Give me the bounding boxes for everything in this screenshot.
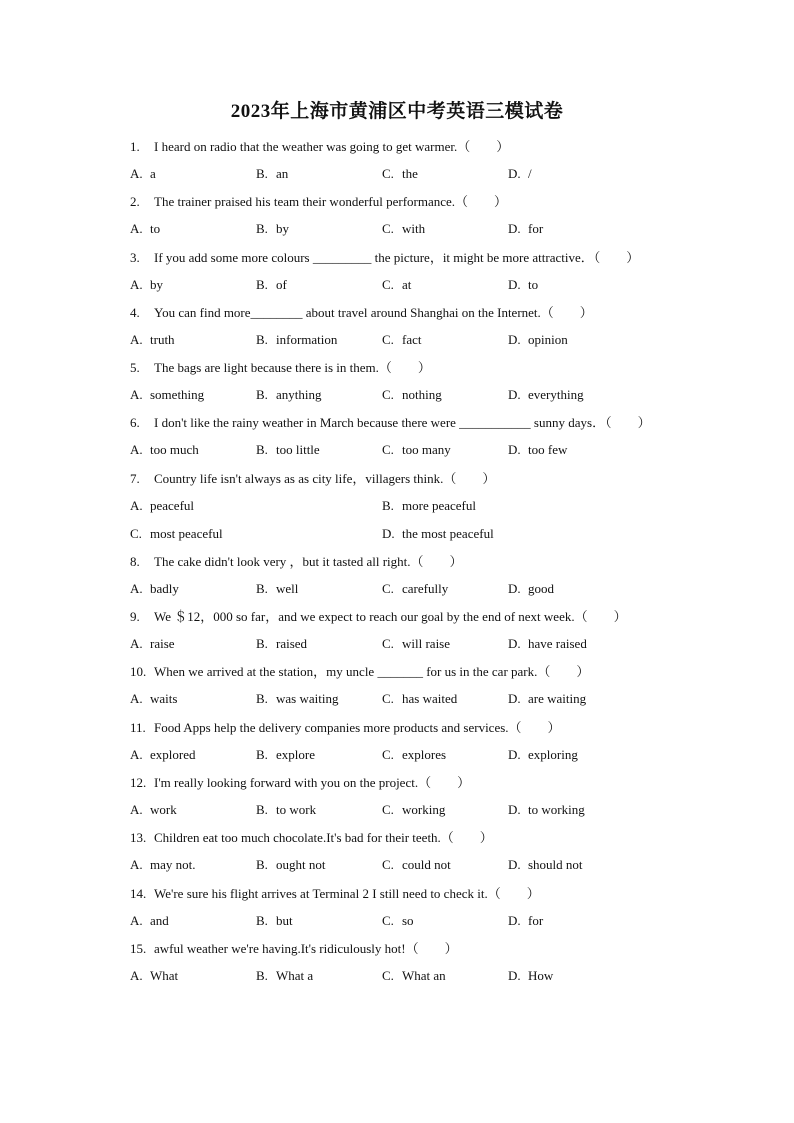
- question-text: If you add some more colours _________ the picture，it might be more attractive．（ ）: [154, 249, 640, 265]
- option-d: D. should not: [508, 857, 583, 873]
- option-b: B. anything: [256, 387, 322, 403]
- option-d: D. /: [508, 166, 532, 181]
- question-stem: [130, 661, 589, 683]
- question-text: I'm really looking forward with you on the project.（ ）: [154, 774, 471, 790]
- options-row: [130, 329, 730, 351]
- option-c: C. with: [382, 221, 426, 237]
- option-a: A. too much: [130, 442, 199, 458]
- question-text: Children eat too much chocolate.It's bad for their teeth.（ ）: [154, 830, 493, 846]
- question-number: 1.: [130, 139, 140, 154]
- options-row: [130, 523, 730, 545]
- option-a: A. raise: [130, 636, 175, 652]
- option-a: A. something: [130, 387, 205, 403]
- question-9: [130, 606, 730, 661]
- option-c: C. could not: [382, 857, 451, 873]
- option-a: A. badly: [130, 580, 179, 596]
- options-row: [130, 799, 730, 821]
- question-text: Food Apps help the delivery companies more products and services.（ ）: [154, 719, 561, 735]
- option-d: D. are waiting: [508, 691, 587, 707]
- question-stem: [130, 302, 593, 324]
- option-b: B. to work: [256, 801, 317, 817]
- option-c: C. most peaceful: [130, 525, 223, 541]
- option-c: C. so: [382, 912, 414, 928]
- question-stem: [130, 412, 651, 434]
- question-text: The bags are light because there is in them.（ ）: [154, 360, 431, 376]
- question-11: [130, 717, 730, 772]
- question-text: Country life isn't always as as city life，villagers think.（ ）: [154, 470, 496, 486]
- question-2: [130, 191, 730, 246]
- option-b: B. What a: [256, 967, 314, 983]
- question-number: 15.: [130, 940, 147, 956]
- option-a: A. explored: [130, 746, 196, 762]
- question-text: The trainer praised his team their wonderful performance.（ ）: [154, 194, 508, 210]
- question-14: [130, 883, 730, 938]
- question-text: I heard on radio that the weather was going to get warmer.（ ）: [154, 139, 510, 154]
- options-row: [130, 965, 730, 987]
- options-row: [130, 744, 730, 766]
- question-text: When we arrived at the station，my uncle _______ for us in the car park.（ ）: [154, 664, 590, 680]
- option-a: A. and: [130, 912, 169, 928]
- question-text: You can find more________ about travel around Shanghai on the Internet.（ ）: [154, 304, 593, 320]
- option-c: C. working: [382, 801, 446, 817]
- question-stem: [130, 938, 458, 960]
- option-a: A. peaceful: [130, 497, 195, 513]
- question-7: [130, 468, 730, 551]
- question-5: [130, 357, 730, 412]
- question-15: [130, 938, 730, 993]
- question-number: 3.: [130, 249, 140, 265]
- option-a: A. to: [130, 221, 161, 237]
- question-stem: [130, 551, 463, 573]
- options-row: [130, 439, 730, 461]
- question-number: 7.: [130, 470, 140, 486]
- option-a: A. may not.: [130, 857, 196, 873]
- question-text: The cake didn't look very ，but it tasted all right.（ ）: [154, 553, 463, 569]
- option-b: B. too little: [256, 442, 320, 458]
- option-b: B. explore: [256, 746, 315, 762]
- option-c: C. at: [382, 276, 412, 292]
- option-b: B. raised: [256, 636, 308, 652]
- options-row: [130, 688, 730, 710]
- options-row: [130, 163, 730, 185]
- question-number: 5.: [130, 360, 140, 376]
- question-stem: [130, 883, 540, 905]
- option-a: A. by: [130, 276, 163, 292]
- option-d: D. for: [508, 221, 544, 237]
- option-b: B. well: [256, 580, 299, 596]
- question-stem: [130, 717, 561, 739]
- option-b: B. an: [256, 166, 289, 181]
- option-d: D. too few: [508, 442, 568, 458]
- option-d: D. opinion: [508, 331, 568, 347]
- question-text: We're sure his flight arrives at Terminal 2 I still need to check it.（ ）: [154, 885, 540, 901]
- option-c: C. explores: [382, 746, 447, 762]
- option-c: C. carefully: [382, 580, 449, 596]
- option-d: D. exploring: [508, 746, 578, 762]
- option-d: D. to working: [508, 801, 585, 817]
- option-d: D. to: [508, 276, 539, 292]
- question-number: 6.: [130, 415, 140, 431]
- options-row: [130, 578, 730, 600]
- option-c: C. the: [382, 166, 418, 181]
- question-stem: [130, 357, 431, 379]
- option-b: B. but: [256, 912, 293, 928]
- page-title: 2023年上海市黄浦区中考英语三模试卷: [230, 101, 564, 122]
- question-1: [130, 136, 730, 191]
- question-number: 13.: [130, 830, 147, 846]
- option-b: B. was waiting: [256, 691, 339, 707]
- question-number: 9.: [130, 609, 140, 625]
- option-a: A. truth: [130, 331, 175, 347]
- option-b: B. information: [256, 331, 338, 347]
- question-text: I don't like the rainy weather in March because there were ___________ sunny days．（ ）: [154, 415, 651, 431]
- option-c: C. nothing: [382, 387, 442, 403]
- option-d: D. good: [508, 580, 554, 596]
- question-stem: [130, 772, 470, 794]
- question-text: awful weather we're having.It's ridiculously hot!（ ）: [154, 940, 458, 956]
- option-d: D. How: [508, 967, 554, 983]
- question-list: [130, 136, 730, 993]
- question-8: [130, 551, 730, 606]
- option-b: B. more peaceful: [382, 497, 476, 513]
- options-row: [130, 910, 730, 932]
- question-number: 11.: [130, 719, 146, 735]
- option-d: D. everything: [508, 387, 584, 403]
- options-row: [130, 274, 730, 296]
- option-b: B. of: [256, 276, 287, 292]
- question-text: We ＄12，000 so far，and we expect to reach our goal by the end of next week.（ ）: [154, 609, 627, 625]
- option-c: C. will raise: [382, 636, 451, 652]
- question-number: 8.: [130, 553, 140, 569]
- options-row: [130, 384, 730, 406]
- question-3: [130, 247, 730, 302]
- question-4: [130, 302, 730, 357]
- option-c: C. fact: [382, 331, 422, 347]
- question-number: 4.: [130, 304, 140, 320]
- options-row: [130, 495, 730, 517]
- option-c: C. too many: [382, 442, 451, 458]
- option-c: C. has waited: [382, 691, 458, 707]
- question-number: 14.: [130, 885, 147, 901]
- option-a: A. a: [130, 166, 156, 181]
- question-13: [130, 827, 730, 882]
- option-d: D. have raised: [508, 636, 587, 652]
- option-c: C. What an: [382, 967, 446, 983]
- question-6: [130, 412, 730, 467]
- question-stem: [130, 468, 495, 490]
- option-a: A. What: [130, 967, 179, 983]
- question-number: 10.: [130, 664, 147, 680]
- option-d: D. for: [508, 912, 544, 928]
- question-stem: [130, 247, 639, 269]
- option-d: D. the most peaceful: [382, 525, 494, 541]
- option-a: A. waits: [130, 691, 178, 707]
- question-stem: [130, 827, 493, 849]
- question-number: 12.: [130, 774, 147, 790]
- question-stem: [130, 136, 509, 158]
- options-row: [130, 633, 730, 655]
- question-stem: [130, 606, 627, 628]
- question-number: 2.: [130, 194, 140, 210]
- option-a: A. work: [130, 801, 177, 817]
- option-b: B. by: [256, 221, 289, 237]
- options-row: [130, 854, 730, 876]
- options-row: [130, 218, 730, 240]
- question-10: [130, 661, 730, 716]
- option-b: B. ought not: [256, 857, 326, 873]
- question-12: [130, 772, 730, 827]
- question-stem: [130, 191, 507, 213]
